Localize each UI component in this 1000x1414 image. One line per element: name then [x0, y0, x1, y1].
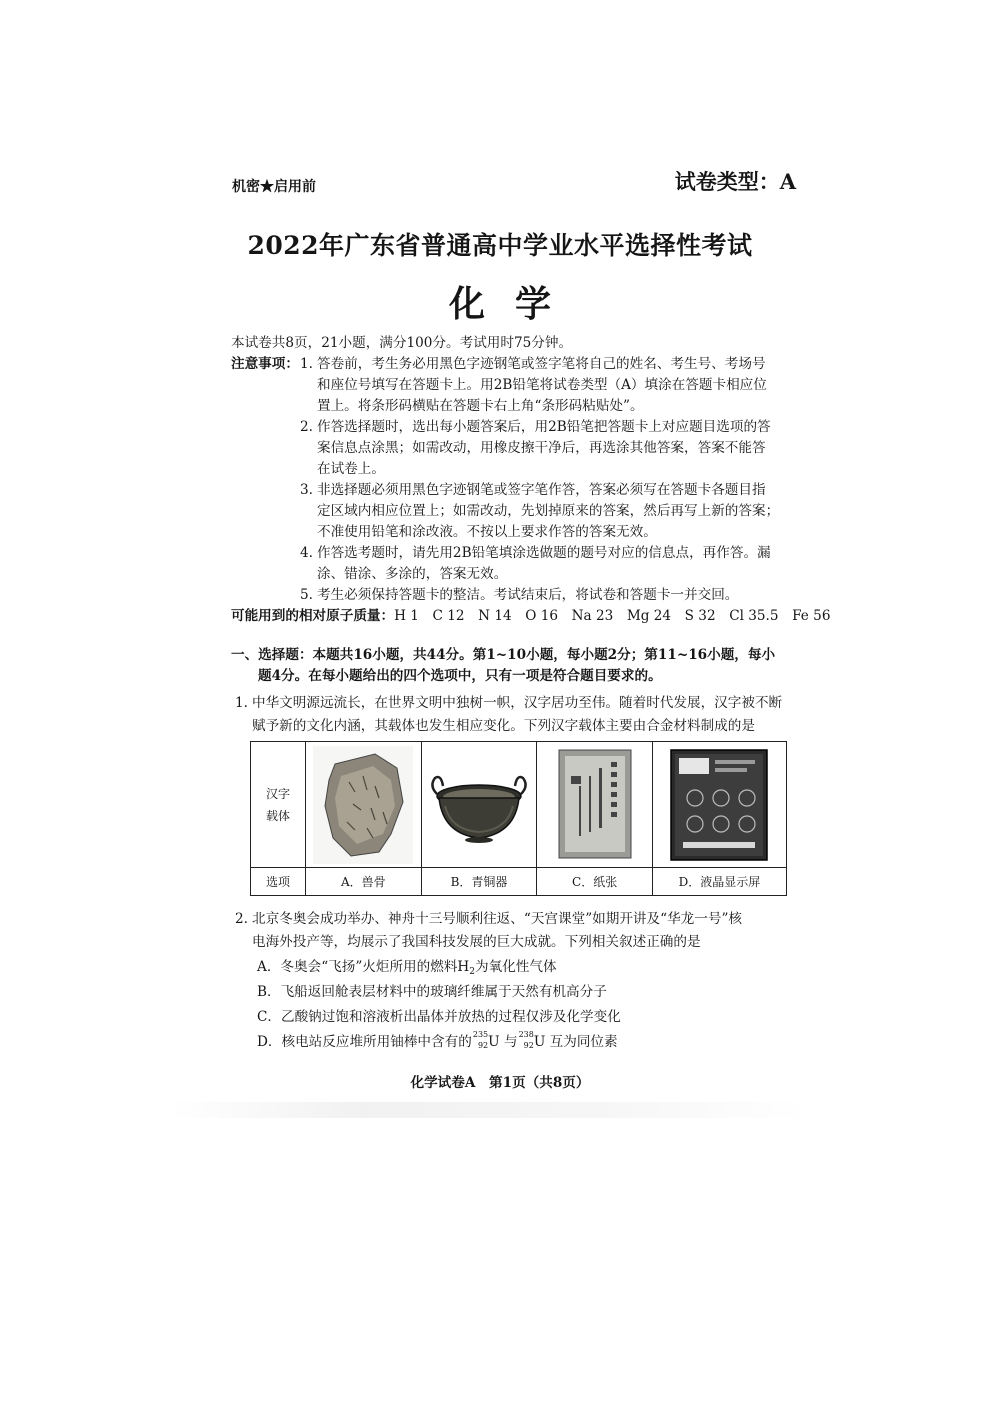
subject-title: 化学 [448, 283, 581, 325]
note-line: 答卷前，考生务必用黑色字迹钢笔或签字笔将自己的姓名、考生号、考场号 [317, 356, 766, 372]
note-number: 5. [300, 587, 313, 603]
note-line: 和座位号填写在答题卡上。用2B铅笔将试卷类型（A）填涂在答题卡相应位 [317, 377, 767, 393]
note-line: 不准使用铅笔和涂改液。不按以上要求作答的答案无效。 [317, 524, 657, 540]
section-heading-cont: 题4分。在每小题给出的四个选项中，只有一项是符合题目要求的。 [258, 668, 662, 684]
bronze-vessel-image [421, 742, 537, 868]
note-line: 案信息点涂黑；如需改动，用橡皮擦干净后，再选涂其他答案，答案不能答 [317, 440, 766, 456]
note-line: 涂、错涂、多涂的，答案无效。 [317, 566, 508, 582]
note-line: 作答选择题时，选出每小题答案后，用2B铅笔把答题卡上对应题目选项的答 [317, 419, 771, 435]
note-number: 1. [300, 356, 313, 372]
section-heading: 一、选择题：本题共16小题，共44分。第1~10小题，每小题2分；第11~16小题，每小 [231, 647, 776, 663]
exam-title: 2022年广东省普通高中学业水平选择性考试 [247, 231, 753, 260]
option-a: A．兽骨 [306, 868, 422, 896]
option-b: B．青铜器 [421, 868, 537, 896]
note-line: 置上。将条形码横贴在答题卡右上角“条形码粘贴处”。 [317, 398, 644, 414]
note-line: 在试卷上。 [317, 461, 385, 477]
atomic-masses-row [231, 606, 830, 626]
intro-text: 本试卷共8页，21小题，满分100分。考试用时75分钟。 [231, 335, 573, 351]
q2-option-d: D．核电站反应堆所用铀棒中含有的 235 92 U 与 238 92 U 互为同位素 [257, 1030, 618, 1050]
note-number: 4. [300, 545, 313, 561]
lcd-screen-image [652, 742, 786, 868]
q2-option-c: C．乙酸钠过饱和溶液析出晶体并放热的过程仅涉及化学变化 [257, 1009, 621, 1025]
carrier-table [250, 741, 787, 896]
question-text: 赋予新的文化内涵，其载体也发生相应变化。下列汉字载体主要由合金材料制成的是 [252, 718, 755, 734]
question-text: 电海外投产等，均展示了我国科技发展的巨大成就。下列相关叙述正确的是 [252, 934, 701, 950]
page-footer: 化学试卷A 第1页（共8页） [410, 1075, 590, 1091]
question-text: 北京冬奥会成功举办、神舟十三号顺利往返、“天宫课堂”如期开讲及“华龙一号”核 [252, 911, 742, 927]
row-label-carrier: 汉字载体 [251, 742, 306, 868]
paper-type-label: 试卷类型：A [674, 169, 796, 194]
option-d: D．液晶显示屏 [652, 868, 786, 896]
note-line: 定区域内相应位置上；如需改动，先划掉原来的答案，然后再写上新的答案； [317, 503, 780, 519]
oracle-bone-image [306, 742, 422, 868]
option-c: C．纸张 [537, 868, 653, 896]
note-number: 2. [300, 419, 313, 435]
isotope-238: 238 92 [518, 1030, 534, 1050]
note-line: 作答选考题时，请先用2B铅笔填涂选做题的题号对应的信息点，再作答。漏 [317, 545, 771, 561]
question-text: 中华文明源远流长，在世界文明中独树一帜，汉字居功至伟。随着时代发展，汉字被不断 [252, 695, 783, 711]
scan-artifact [170, 1102, 810, 1118]
notes-label: 注意事项： [231, 356, 299, 372]
question-number: 1. [235, 695, 248, 711]
q2-option-b: B．飞船返回舱表层材料中的玻璃纤维属于天然有机高分子 [257, 984, 607, 1000]
question-number: 2. [235, 911, 248, 927]
isotope-235: 235 92 [472, 1030, 489, 1050]
atomic-masses-values: H 1 C 12 N 14 O 16 Na 23 Mg 24 S 32 Cl 35.5 Fe 56 [394, 608, 831, 624]
note-line: 考生必须保持答题卡的整洁。考试结束后，将试卷和答题卡一并交回。 [317, 587, 739, 603]
row-label-options: 选项 [251, 868, 306, 896]
atomic-masses-label: 可能用到的相对原子质量： [231, 608, 395, 624]
note-number: 3. [300, 482, 313, 498]
q2-option-a: A．冬奥会“飞扬”火炬所用的燃料$H_2$为氧化性气体 [257, 959, 557, 977]
note-line: 非选择题必须用黑色字迹钢笔或签字笔作答，答案必须写在答题卡各题目指 [317, 482, 766, 498]
paper-document-image [537, 742, 653, 868]
secrecy-label: 机密★启用前 [232, 179, 316, 195]
